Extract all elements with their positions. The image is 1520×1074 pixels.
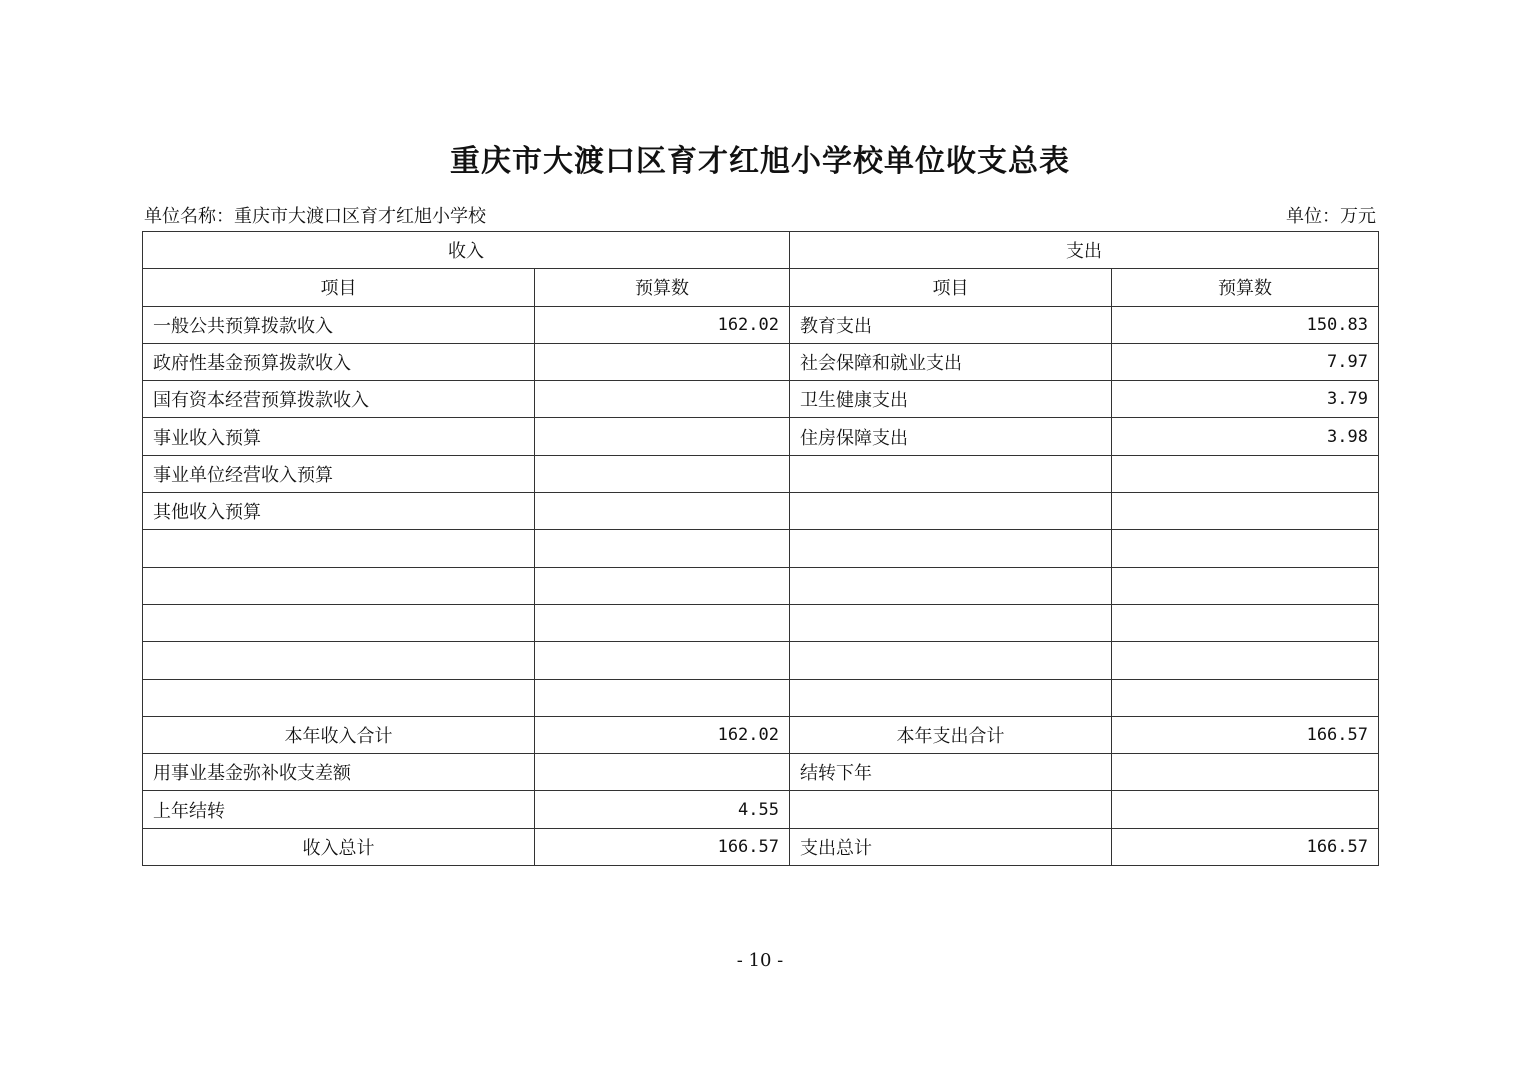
income-item-cell <box>143 604 535 641</box>
income-amount-cell: 4.55 <box>535 791 790 828</box>
table-row <box>143 493 1379 530</box>
table-row <box>143 791 1379 828</box>
subtotal-row <box>143 716 1379 753</box>
income-amount-cell <box>535 642 790 679</box>
table-row <box>143 642 1379 679</box>
income-item-cell <box>143 567 535 604</box>
income-item-cell: 国有资本经营预算拨款收入 <box>143 381 535 418</box>
table-row <box>143 381 1379 418</box>
expense-amount-cell <box>1112 754 1379 791</box>
income-item-cell: 上年结转 <box>143 791 535 828</box>
table-row <box>143 679 1379 716</box>
income-item-cell <box>143 642 535 679</box>
expense-amount-cell <box>1112 679 1379 716</box>
table-row <box>143 455 1379 492</box>
expense-amount-cell: 3.98 <box>1112 418 1379 455</box>
expense-item-cell <box>790 455 1112 492</box>
table-row <box>143 306 1379 343</box>
expense-total-label: 支出总计 <box>790 828 1112 865</box>
currency-unit-label: 单位：万元 <box>1286 206 1376 227</box>
table-row <box>143 567 1379 604</box>
unit-name-label: 单位名称：重庆市大渡口区育才红旭小学校 <box>144 206 486 227</box>
expense-section-header: 支出 <box>790 232 1379 269</box>
expense-item-header: 项目 <box>790 269 1112 306</box>
expense-subtotal-label: 本年支出合计 <box>790 716 1112 753</box>
expense-item-cell <box>790 530 1112 567</box>
income-amount-cell <box>535 418 790 455</box>
expense-item-cell <box>790 493 1112 530</box>
income-amount-cell <box>535 455 790 492</box>
expense-amount-cell <box>1112 455 1379 492</box>
table-row <box>143 604 1379 641</box>
income-subtotal-label: 本年收入合计 <box>143 716 535 753</box>
expense-item-cell: 住房保障支出 <box>790 418 1112 455</box>
income-item-header: 项目 <box>143 269 535 306</box>
income-item-cell <box>143 530 535 567</box>
expense-item-cell <box>790 604 1112 641</box>
expense-item-cell <box>790 567 1112 604</box>
income-amount-cell <box>535 604 790 641</box>
income-budget-header: 预算数 <box>535 269 790 306</box>
income-amount-cell <box>535 567 790 604</box>
expense-amount-cell: 3.79 <box>1112 381 1379 418</box>
total-row <box>143 828 1379 865</box>
income-amount-cell <box>535 343 790 380</box>
expense-subtotal-amount: 166.57 <box>1112 716 1379 753</box>
income-amount-cell <box>535 381 790 418</box>
expense-budget-header: 预算数 <box>1112 269 1379 306</box>
expense-item-cell <box>790 679 1112 716</box>
expense-amount-cell <box>1112 530 1379 567</box>
table-row <box>143 418 1379 455</box>
income-total-label: 收入总计 <box>143 828 535 865</box>
section-header-row <box>143 232 1379 269</box>
expense-item-cell: 教育支出 <box>790 306 1112 343</box>
income-subtotal-amount: 162.02 <box>535 716 790 753</box>
income-item-cell: 一般公共预算拨款收入 <box>143 306 535 343</box>
expense-amount-cell <box>1112 493 1379 530</box>
income-item-cell <box>143 679 535 716</box>
expense-item-cell <box>790 642 1112 679</box>
expense-item-cell <box>790 791 1112 828</box>
expense-amount-cell <box>1112 791 1379 828</box>
income-item-cell: 其他收入预算 <box>143 493 535 530</box>
table-row <box>143 754 1379 791</box>
expense-amount-cell <box>1112 604 1379 641</box>
income-amount-cell <box>535 754 790 791</box>
income-item-cell: 政府性基金预算拨款收入 <box>143 343 535 380</box>
page-number: - 10 - <box>736 950 784 971</box>
expense-amount-cell: 150.83 <box>1112 306 1379 343</box>
income-expense-table <box>142 231 1379 866</box>
income-amount-cell: 162.02 <box>535 306 790 343</box>
column-header-row <box>143 269 1379 306</box>
income-item-cell: 事业收入预算 <box>143 418 535 455</box>
income-total-amount: 166.57 <box>535 828 790 865</box>
table-row <box>143 343 1379 380</box>
expense-amount-cell <box>1112 642 1379 679</box>
expense-item-cell: 结转下年 <box>790 754 1112 791</box>
expense-item-cell: 社会保障和就业支出 <box>790 343 1112 380</box>
expense-amount-cell <box>1112 567 1379 604</box>
income-amount-cell <box>535 530 790 567</box>
expense-item-cell: 卫生健康支出 <box>790 381 1112 418</box>
income-amount-cell <box>535 493 790 530</box>
income-item-cell: 用事业基金弥补收支差额 <box>143 754 535 791</box>
income-section-header: 收入 <box>143 232 790 269</box>
table-row <box>143 530 1379 567</box>
income-amount-cell <box>535 679 790 716</box>
expense-amount-cell: 7.97 <box>1112 343 1379 380</box>
income-item-cell: 事业单位经营收入预算 <box>143 455 535 492</box>
expense-total-amount: 166.57 <box>1112 828 1379 865</box>
document-title: 重庆市大渡口区育才红旭小学校单位收支总表 <box>450 144 1070 179</box>
